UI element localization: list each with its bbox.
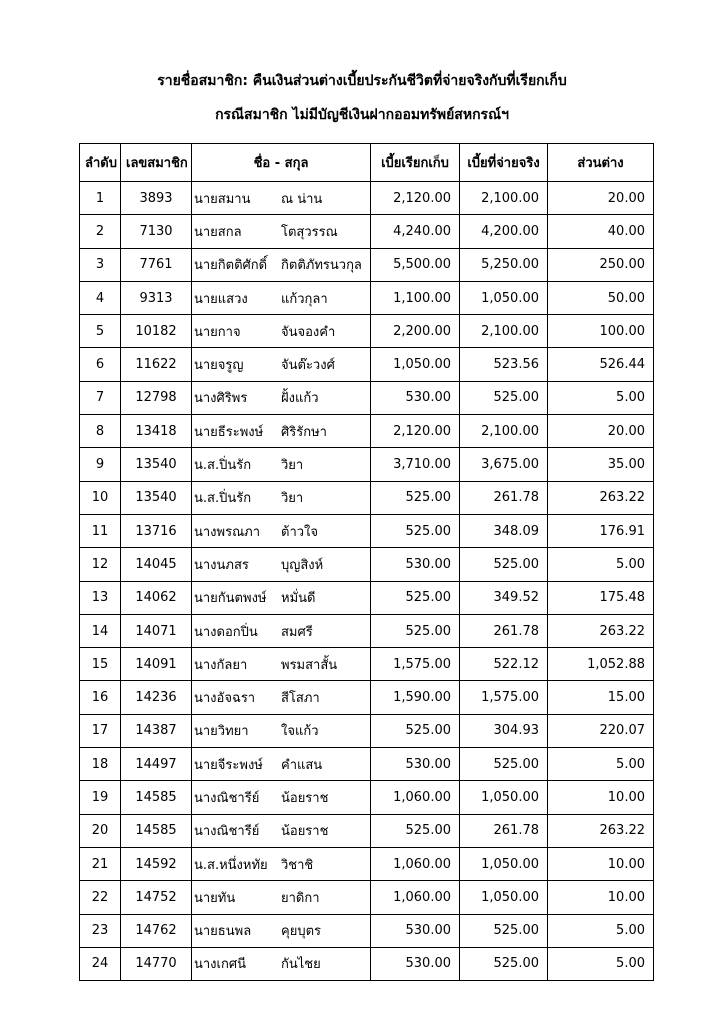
table-row [80, 481, 654, 514]
cell-last-name: บุญสิงห์ [281, 557, 324, 573]
cell-no: 19 [80, 781, 121, 814]
table-row [80, 881, 654, 914]
cell-paid: 525.00 [460, 381, 548, 414]
cell-first-name: น.ส.ปิ่นรัก [194, 458, 252, 474]
cell-difference: 526.44 [548, 348, 654, 381]
cell-first-name: นายวิทยา [194, 724, 249, 740]
cell-no: 16 [80, 681, 121, 714]
cell-name [192, 881, 371, 914]
cell-last-name: ศิริรักษา [281, 424, 327, 440]
cell-member-id: 7761 [121, 248, 192, 281]
cell-no: 21 [80, 847, 121, 880]
cell-name [192, 781, 371, 814]
cell-first-name: น.ส.ปิ่นรัก [194, 491, 252, 507]
cell-paid: 1,050.00 [460, 781, 548, 814]
cell-difference: 220.07 [548, 714, 654, 747]
cell-no: 13 [80, 581, 121, 614]
cell-first-name: นายธีระพงษ์ [194, 424, 264, 440]
cell-no: 3 [80, 248, 121, 281]
cell-last-name: พรมสาสั้น [281, 657, 338, 673]
cell-name [192, 348, 371, 381]
cell-paid: 522.12 [460, 648, 548, 681]
cell-name [192, 448, 371, 481]
table-row [80, 648, 654, 681]
header-difference: ส่วนต่าง [548, 144, 654, 182]
cell-first-name: นายสกล [194, 224, 242, 240]
cell-member-id: 14762 [121, 914, 192, 947]
cell-first-name: นางศิริพร [194, 391, 248, 407]
name-wrap [194, 720, 368, 741]
table-row [80, 681, 654, 714]
cell-paid: 525.00 [460, 548, 548, 581]
cell-difference: 20.00 [548, 415, 654, 448]
cell-paid: 525.00 [460, 914, 548, 947]
cell-no: 14 [80, 614, 121, 647]
cell-member-id: 13540 [121, 448, 192, 481]
cell-paid: 2,100.00 [460, 315, 548, 348]
cell-name [192, 215, 371, 248]
cell-paid: 4,200.00 [460, 215, 548, 248]
name-wrap [194, 787, 368, 808]
name-wrap [194, 654, 368, 675]
cell-difference: 20.00 [548, 182, 654, 215]
cell-name [192, 947, 371, 980]
name-wrap [194, 920, 368, 941]
table-row [80, 281, 654, 314]
cell-paid: 1,050.00 [460, 281, 548, 314]
cell-name [192, 714, 371, 747]
cell-name [192, 914, 371, 947]
cell-difference: 5.00 [548, 548, 654, 581]
cell-member-id: 14497 [121, 748, 192, 781]
table-row [80, 614, 654, 647]
cell-difference: 15.00 [548, 681, 654, 714]
cell-paid: 5,250.00 [460, 248, 548, 281]
cell-last-name: คำแสน [281, 757, 323, 773]
name-wrap [194, 754, 368, 775]
cell-member-id: 14091 [121, 648, 192, 681]
name-wrap [194, 188, 368, 209]
cell-first-name: นางพรณภา [194, 524, 261, 540]
cell-first-name: นางดอกปิ่น [194, 624, 258, 640]
cell-difference: 5.00 [548, 381, 654, 414]
cell-name [192, 315, 371, 348]
cell-billed: 1,100.00 [371, 281, 460, 314]
cell-last-name: สีโสภา [281, 691, 320, 707]
cell-paid: 261.78 [460, 481, 548, 514]
name-wrap [194, 487, 368, 508]
cell-name [192, 481, 371, 514]
cell-difference: 263.22 [548, 481, 654, 514]
table-row [80, 781, 654, 814]
cell-paid: 2,100.00 [460, 415, 548, 448]
cell-difference: 176.91 [548, 514, 654, 547]
cell-billed: 530.00 [371, 381, 460, 414]
cell-member-id: 14062 [121, 581, 192, 614]
cell-difference: 263.22 [548, 614, 654, 647]
cell-name [192, 614, 371, 647]
cell-no: 17 [80, 714, 121, 747]
cell-billed: 1,060.00 [371, 847, 460, 880]
cell-member-id: 12798 [121, 381, 192, 414]
cell-paid: 525.00 [460, 947, 548, 980]
table-row [80, 914, 654, 947]
table-row [80, 415, 654, 448]
cell-billed: 525.00 [371, 614, 460, 647]
cell-no: 1 [80, 182, 121, 215]
header-no: ลำดับ [80, 144, 121, 182]
cell-first-name: นายธนพล [194, 924, 252, 940]
table-row [80, 381, 654, 414]
name-wrap [194, 288, 368, 309]
cell-last-name: สมศรี [281, 624, 313, 640]
cell-difference: 5.00 [548, 748, 654, 781]
document-subtitle: กรณีสมาชิก ไม่มีบัญชีเงินฝากออมทรัพย์สหกรณ์ฯ [215, 107, 509, 123]
cell-billed: 2,120.00 [371, 182, 460, 215]
header-name: ชื่อ - สกุล [192, 144, 371, 182]
name-wrap [194, 421, 368, 442]
cell-billed: 530.00 [371, 914, 460, 947]
cell-member-id: 13716 [121, 514, 192, 547]
cell-billed: 530.00 [371, 947, 460, 980]
cell-member-id: 14236 [121, 681, 192, 714]
cell-member-id: 10182 [121, 315, 192, 348]
cell-last-name: ต้าวใจ [281, 524, 319, 540]
cell-first-name: นายสมาน [194, 191, 251, 207]
name-wrap [194, 687, 368, 708]
cell-billed: 1,050.00 [371, 348, 460, 381]
cell-last-name: กิตติภัทรนวกุล [281, 258, 362, 274]
cell-first-name: นายกาจ [194, 324, 241, 340]
cell-billed: 525.00 [371, 481, 460, 514]
name-wrap [194, 587, 368, 608]
cell-difference: 35.00 [548, 448, 654, 481]
cell-last-name: จันจองคำ [281, 324, 336, 340]
header-billed: เบี้ยเรียกเก็บ [371, 144, 460, 182]
cell-last-name: วิยา [281, 458, 304, 474]
cell-last-name: วิชาชิ [281, 857, 314, 873]
cell-member-id: 11622 [121, 348, 192, 381]
cell-name [192, 381, 371, 414]
cell-billed: 525.00 [371, 581, 460, 614]
cell-billed: 525.00 [371, 814, 460, 847]
table-row [80, 182, 654, 215]
cell-first-name: นางณิชารีย์ [194, 824, 260, 840]
cell-billed: 3,710.00 [371, 448, 460, 481]
cell-first-name: นางอัจฉรา [194, 691, 256, 707]
cell-name [192, 748, 371, 781]
cell-member-id: 13418 [121, 415, 192, 448]
cell-no: 7 [80, 381, 121, 414]
cell-no: 4 [80, 281, 121, 314]
name-wrap [194, 953, 368, 974]
cell-last-name: ณ น่าน [281, 191, 323, 207]
cell-name [192, 415, 371, 448]
cell-last-name: หมั่นดี [281, 591, 316, 607]
cell-paid: 304.93 [460, 714, 548, 747]
name-wrap [194, 354, 368, 375]
table-row [80, 947, 654, 980]
cell-member-id: 9313 [121, 281, 192, 314]
cell-first-name: นางณิชารีย์ [194, 790, 260, 806]
name-wrap [194, 854, 368, 875]
cell-name [192, 281, 371, 314]
cell-no: 2 [80, 215, 121, 248]
cell-difference: 5.00 [548, 947, 654, 980]
name-wrap [194, 621, 368, 642]
cell-member-id: 7130 [121, 215, 192, 248]
cell-member-id: 14071 [121, 614, 192, 647]
header-paid: เบี้ยที่จ่ายจริง [460, 144, 548, 182]
cell-first-name: นายจีระพงษ์ [194, 757, 263, 773]
name-wrap [194, 820, 368, 841]
table-row [80, 814, 654, 847]
cell-paid: 525.00 [460, 748, 548, 781]
cell-no: 24 [80, 947, 121, 980]
cell-difference: 1,052.88 [548, 648, 654, 681]
cell-difference: 40.00 [548, 215, 654, 248]
cell-member-id: 14752 [121, 881, 192, 914]
cell-last-name: คุยบุตร [281, 924, 321, 940]
cell-paid: 1,575.00 [460, 681, 548, 714]
cell-first-name: นายกิตติศักดิ์ [194, 258, 268, 274]
cell-no: 12 [80, 548, 121, 581]
cell-first-name: นายจรูญ [194, 358, 244, 374]
cell-difference: 50.00 [548, 281, 654, 314]
cell-member-id: 14045 [121, 548, 192, 581]
name-wrap [194, 554, 368, 575]
name-wrap [194, 887, 368, 908]
cell-difference: 175.48 [548, 581, 654, 614]
name-wrap [194, 387, 368, 408]
cell-paid: 2,100.00 [460, 182, 548, 215]
cell-paid: 349.52 [460, 581, 548, 614]
cell-name [192, 847, 371, 880]
cell-difference: 100.00 [548, 315, 654, 348]
cell-name [192, 248, 371, 281]
cell-member-id: 14592 [121, 847, 192, 880]
cell-name [192, 548, 371, 581]
cell-name [192, 581, 371, 614]
cell-last-name: น้อยราช [281, 824, 329, 840]
cell-member-id: 13540 [121, 481, 192, 514]
cell-billed: 1,060.00 [371, 781, 460, 814]
table-header-row [80, 144, 654, 182]
table-row [80, 581, 654, 614]
table-row [80, 215, 654, 248]
cell-no: 18 [80, 748, 121, 781]
table-row [80, 548, 654, 581]
name-wrap [194, 221, 368, 242]
cell-billed: 525.00 [371, 714, 460, 747]
cell-first-name: นางเกศนี [194, 957, 246, 973]
cell-billed: 530.00 [371, 748, 460, 781]
cell-billed: 1,060.00 [371, 881, 460, 914]
cell-difference: 263.22 [548, 814, 654, 847]
cell-no: 10 [80, 481, 121, 514]
cell-last-name: กันไชย [281, 957, 321, 973]
cell-member-id: 14387 [121, 714, 192, 747]
cell-member-id: 3893 [121, 182, 192, 215]
table-row [80, 248, 654, 281]
cell-billed: 525.00 [371, 514, 460, 547]
name-wrap [194, 321, 368, 342]
table-body [80, 182, 654, 981]
table-row [80, 714, 654, 747]
cell-billed: 5,500.00 [371, 248, 460, 281]
cell-no: 11 [80, 514, 121, 547]
cell-name [192, 182, 371, 215]
cell-first-name: นางนภสร [194, 557, 249, 573]
cell-no: 6 [80, 348, 121, 381]
cell-first-name: นายกันตพงษ์ [194, 591, 267, 607]
cell-difference: 10.00 [548, 847, 654, 880]
cell-last-name: ยาดิกา [281, 890, 320, 906]
name-wrap [194, 454, 368, 475]
cell-last-name: ฝั้งแก้ว [281, 391, 319, 407]
cell-billed: 1,590.00 [371, 681, 460, 714]
cell-paid: 261.78 [460, 814, 548, 847]
cell-name [192, 648, 371, 681]
cell-last-name: ใจแก้ว [281, 724, 319, 740]
cell-no: 5 [80, 315, 121, 348]
cell-billed: 2,120.00 [371, 415, 460, 448]
cell-first-name: นางกัลยา [194, 657, 248, 673]
cell-name [192, 814, 371, 847]
cell-billed: 2,200.00 [371, 315, 460, 348]
members-refund-table [79, 143, 654, 981]
cell-paid: 523.56 [460, 348, 548, 381]
cell-no: 8 [80, 415, 121, 448]
cell-name [192, 681, 371, 714]
cell-first-name: นายทัน [194, 890, 236, 906]
cell-difference: 250.00 [548, 248, 654, 281]
table-row [80, 348, 654, 381]
cell-last-name: แก้วกุลา [281, 291, 328, 307]
header-member-id: เลขสมาชิก [121, 144, 192, 182]
cell-billed: 530.00 [371, 548, 460, 581]
table-row [80, 847, 654, 880]
cell-no: 20 [80, 814, 121, 847]
table-row [80, 514, 654, 547]
cell-no: 23 [80, 914, 121, 947]
name-wrap [194, 254, 368, 275]
cell-last-name: วิยา [281, 491, 304, 507]
cell-no: 22 [80, 881, 121, 914]
cell-difference: 5.00 [548, 914, 654, 947]
cell-last-name: จันต๊ะวงศ์ [281, 358, 335, 374]
cell-last-name: น้อยราช [281, 790, 329, 806]
cell-member-id: 14585 [121, 781, 192, 814]
cell-member-id: 14585 [121, 814, 192, 847]
cell-last-name: โตสุวรรณ [281, 224, 338, 240]
cell-first-name: น.ส.หนึ่งหทัย [194, 857, 268, 873]
cell-name [192, 514, 371, 547]
cell-paid: 261.78 [460, 614, 548, 647]
cell-first-name: นายแสวง [194, 291, 248, 307]
cell-paid: 348.09 [460, 514, 548, 547]
table-row [80, 448, 654, 481]
cell-paid: 1,050.00 [460, 847, 548, 880]
table-row [80, 748, 654, 781]
table-row [80, 315, 654, 348]
name-wrap [194, 521, 368, 542]
cell-no: 9 [80, 448, 121, 481]
cell-member-id: 14770 [121, 947, 192, 980]
cell-no: 15 [80, 648, 121, 681]
cell-billed: 1,575.00 [371, 648, 460, 681]
cell-billed: 4,240.00 [371, 215, 460, 248]
cell-paid: 3,675.00 [460, 448, 548, 481]
cell-paid: 1,050.00 [460, 881, 548, 914]
cell-difference: 10.00 [548, 881, 654, 914]
cell-difference: 10.00 [548, 781, 654, 814]
document-title: รายชื่อสมาชิก: คืนเงินส่วนต่างเบี้ยประกันชีวิตที่จ่ายจริงกับที่เรียกเก็บ [157, 73, 567, 89]
